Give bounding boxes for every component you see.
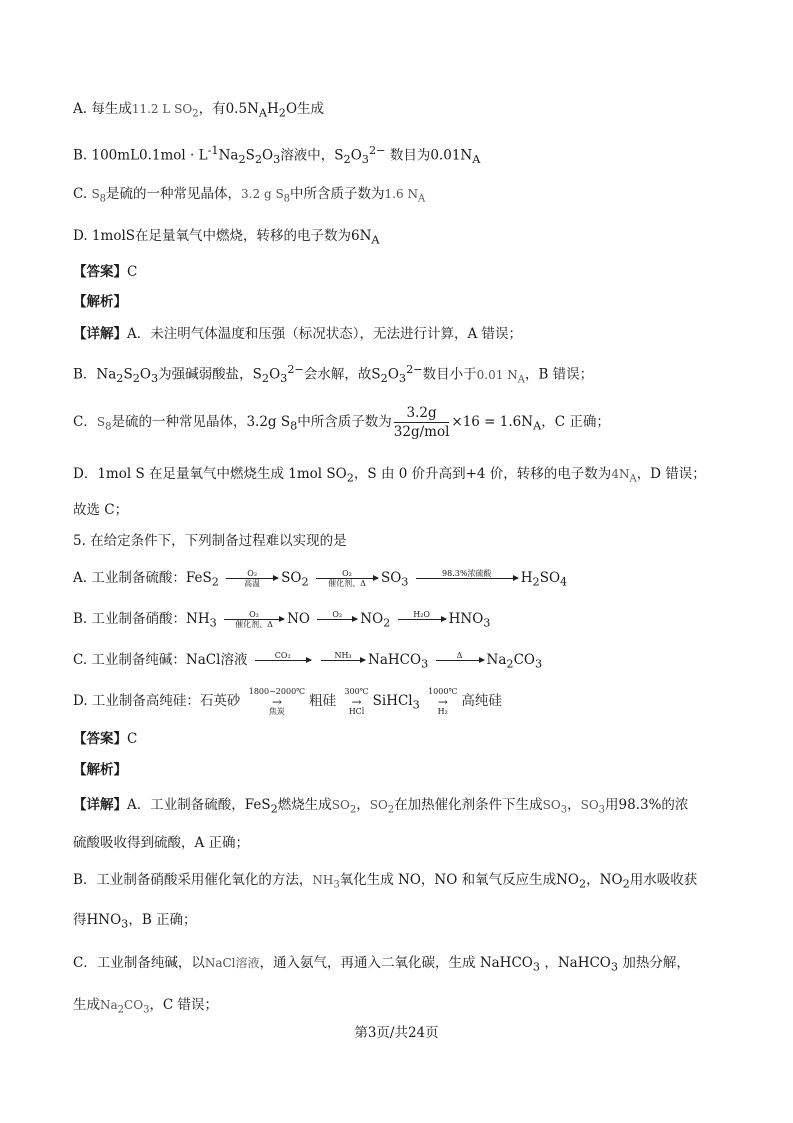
q4-option-d: D. 1molS在足量氧气中燃烧，转移的电子数为$6N_A$ xyxy=(73,228,380,247)
formula-11-2L-so2: 11.2 L $SO_2$ xyxy=(131,102,199,120)
q5-explain-c: C．工业制备纯碱，以NaCl溶液，通入氨气，再通入二氧化碳，生成 NaHCO$_3$ ，NaHCO$_3$ 加热分解， xyxy=(73,955,690,974)
q4-explain-c: C．$S_8$是硫的一种常见晶体，3.2g $S_8$中所含质子数为 $\frac{3.2g}{\text{32g/mol}}$ $\times 16 = 1.6N_A$，C 正确； xyxy=(73,405,610,440)
formula-s8: $S_8$ xyxy=(91,187,107,205)
text: A. 每生成 xyxy=(73,101,132,117)
reaction-arrow: 300℃ → HCl xyxy=(344,686,369,716)
reaction-arrow: NH₃ xyxy=(321,651,365,670)
reaction-arrow: O₂ xyxy=(317,610,357,629)
q4-explain-a: 【详解】A．未注明气体温度和压强（标况状态），无法进行计算，A 错误； xyxy=(73,326,523,342)
q5-option-b: B. 工业制备硝酸：$NH_3$ O₂ 催化剂、Δ NO O₂ $NO_2$ H₂O $HNO_3$ xyxy=(73,610,491,630)
reaction-arrow: 1800~2000℃ → 焦炭 xyxy=(248,686,306,716)
q4-explain-b: B．$Na_2S_2O_3$为强碱弱酸盐，$S_2O_3^{2-}$会水解，故$S_2O_3^{2-}$数目小于0.01 $N_A$，B 错误； xyxy=(73,363,594,386)
q5-explain-b: B．工业制备硝酸采用催化氧化的方法，$NH_3$氧化生成 NO，NO 和氧气反应生成$NO_2$，$NO_2$用水吸收获 xyxy=(73,872,698,891)
q4-explain-d: D．1mol S 在足量氧气中燃烧生成 1mol $SO_2$，S 由 0 价升高到+4 价，转移的电子数为$4N_A$，D 错误； xyxy=(73,466,706,485)
q5-option-d: D. 工业制备高纯硅：石英砂 1800~2000℃ → 焦炭 粗硅 300℃ → HCl SiHCl$_3$ 1000℃ → H₂ 高纯硅 xyxy=(73,686,502,716)
q5-option-a: A. 工业制备硫酸：FeS$_2$ O₂ 高温 $SO_2$ O₂ 催化剂、Δ $SO_3$ 98.3%浓硫酸 $H_2SO_4$ xyxy=(73,569,568,589)
q4-option-c: C. $S_8$是硫的一种常见晶体，3.2 g $S_8$中所含质子数为1.6 $N_A$ xyxy=(73,186,426,205)
q4-conclusion: 故选 C； xyxy=(73,502,129,518)
reaction-arrow: Δ xyxy=(436,651,484,670)
q5-answer: 【答案】C xyxy=(73,731,138,747)
reaction-arrow: O₂ 催化剂、Δ xyxy=(224,610,284,629)
page-footer: 第3页/共24页 xyxy=(354,1025,439,1041)
q5-analysis-heading: 【解析】 xyxy=(73,762,127,778)
q5-explain-a: 【详解】A．工业制备硫酸，FeS$_2$燃烧生成$SO_2$，$SO_2$在加热催化剂条件下生成$SO_3$，$SO_3$用98.3%的浓 xyxy=(73,797,689,816)
q5-explain-c-line2: 生成$Na_2CO_3$，C 错误； xyxy=(73,997,219,1016)
q4-analysis-heading: 【解析】 xyxy=(73,294,127,310)
reaction-arrow: H₂O xyxy=(398,610,446,629)
reaction-arrow: 98.3%浓硫酸 xyxy=(416,569,518,588)
q5-option-c: C. 工业制备纯碱：NaCl溶液 CO₂ NH₃ NaHCO$_3$ Δ $Na_2CO_3$ xyxy=(73,651,543,671)
reaction-arrow: O₂ 催化剂、Δ xyxy=(316,569,378,588)
q5-explain-a-line2: 硫酸吸收得到硫酸，A 正确； xyxy=(73,835,250,851)
q4-answer: 【答案】C xyxy=(73,264,138,280)
q5-explain-b-line2: 得$HNO_3$，B 正确； xyxy=(73,912,197,931)
q4-option-a: A. 每生成11.2 L $SO_2$，有$0.5N_AH_2O$生成 xyxy=(73,101,325,120)
reaction-arrow: CO₂ xyxy=(255,651,311,670)
q5-stem: 5. 在给定条件下，下列制备过程难以实现的是 xyxy=(73,533,347,549)
fraction: $\frac{3.2g}{\text{32g/mol}}$ xyxy=(393,405,450,440)
reaction-arrow: 1000℃ → H₂ xyxy=(428,686,458,716)
q4-option-b: B. $100mL0.1mol \cdot L^{-1}Na_2S_2O_3$溶液中，$S_2O_3^{2-}$ 数目为$0.01N_A$ xyxy=(73,144,481,167)
reaction-arrow: O₂ 高温 xyxy=(226,569,278,588)
